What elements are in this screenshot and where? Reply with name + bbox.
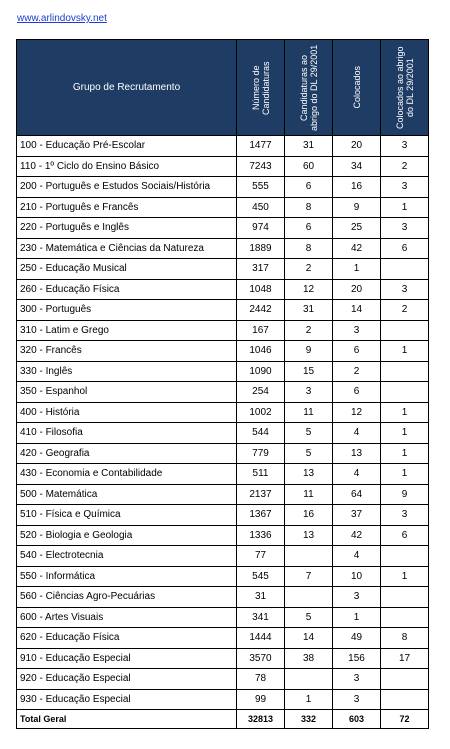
cell-candidates: 1367 xyxy=(237,505,285,526)
cell-candidates-dl: 12 xyxy=(285,279,333,300)
cell-group: 620 - Educação Física xyxy=(17,628,237,649)
cell-placed-dl: 1 xyxy=(381,566,429,587)
cell-candidates: 544 xyxy=(237,423,285,444)
table-row xyxy=(17,587,429,608)
cell-candidates-dl: 16 xyxy=(285,505,333,526)
cell-placed: 49 xyxy=(333,628,381,649)
cell-placed: 1 xyxy=(333,607,381,628)
cell-placed: 13 xyxy=(333,443,381,464)
cell-placed: 3 xyxy=(333,587,381,608)
cell-group: 310 - Latim e Grego xyxy=(17,320,237,341)
table-row xyxy=(17,238,429,259)
cell-placed-dl xyxy=(381,607,429,628)
cell-placed-dl: 8 xyxy=(381,628,429,649)
cell-placed-dl xyxy=(381,669,429,690)
total-candidates-dl: 332 xyxy=(285,710,333,729)
cell-candidates-dl: 5 xyxy=(285,423,333,444)
cell-candidates: 1336 xyxy=(237,525,285,546)
cell-candidates: 2137 xyxy=(237,484,285,505)
cell-placed-dl: 3 xyxy=(381,177,429,198)
total-candidates: 32813 xyxy=(237,710,285,729)
header-placed-dl: Colocados ao abrigo do DL 29/2001 xyxy=(381,40,429,136)
cell-placed-dl: 9 xyxy=(381,484,429,505)
cell-candidates: 1048 xyxy=(237,279,285,300)
cell-group: 400 - História xyxy=(17,402,237,423)
cell-candidates: 341 xyxy=(237,607,285,628)
cell-candidates: 1889 xyxy=(237,238,285,259)
cell-group: 920 - Educação Especial xyxy=(17,669,237,690)
cell-group: 210 - Português e Francês xyxy=(17,197,237,218)
cell-placed: 6 xyxy=(333,382,381,403)
recruitment-table xyxy=(16,39,429,729)
cell-candidates: 545 xyxy=(237,566,285,587)
cell-candidates-dl: 8 xyxy=(285,238,333,259)
table-row xyxy=(17,443,429,464)
cell-placed-dl: 6 xyxy=(381,238,429,259)
cell-candidates-dl xyxy=(285,546,333,567)
cell-placed: 4 xyxy=(333,423,381,444)
cell-candidates: 450 xyxy=(237,197,285,218)
cell-placed-dl: 1 xyxy=(381,197,429,218)
cell-placed: 42 xyxy=(333,525,381,546)
cell-candidates-dl: 14 xyxy=(285,628,333,649)
cell-candidates-dl: 11 xyxy=(285,402,333,423)
cell-group: 930 - Educação Especial xyxy=(17,689,237,710)
cell-placed-dl: 1 xyxy=(381,341,429,362)
total-row xyxy=(17,710,429,729)
table-row xyxy=(17,259,429,280)
table-row xyxy=(17,320,429,341)
cell-placed: 4 xyxy=(333,546,381,567)
cell-placed-dl xyxy=(381,259,429,280)
table-row xyxy=(17,361,429,382)
cell-candidates-dl: 5 xyxy=(285,607,333,628)
total-placed: 603 xyxy=(333,710,381,729)
cell-group: 430 - Economia e Contabilidade xyxy=(17,464,237,485)
cell-candidates: 3570 xyxy=(237,648,285,669)
cell-candidates-dl: 6 xyxy=(285,177,333,198)
cell-group: 600 - Artes Visuais xyxy=(17,607,237,628)
table-row xyxy=(17,689,429,710)
cell-group: 350 - Espanhol xyxy=(17,382,237,403)
cell-candidates: 7243 xyxy=(237,156,285,177)
table-row xyxy=(17,279,429,300)
table-body xyxy=(17,136,429,710)
cell-placed-dl xyxy=(381,361,429,382)
cell-candidates-dl: 6 xyxy=(285,218,333,239)
cell-candidates-dl: 7 xyxy=(285,566,333,587)
table-row xyxy=(17,423,429,444)
table-row xyxy=(17,402,429,423)
cell-candidates: 1046 xyxy=(237,341,285,362)
cell-placed-dl: 3 xyxy=(381,218,429,239)
cell-candidates: 1090 xyxy=(237,361,285,382)
cell-placed: 3 xyxy=(333,669,381,690)
cell-group: 910 - Educação Especial xyxy=(17,648,237,669)
cell-group: 260 - Educação Física xyxy=(17,279,237,300)
cell-group: 420 - Geografia xyxy=(17,443,237,464)
header-candidates: Número de Candidaturas xyxy=(237,40,285,136)
cell-placed: 3 xyxy=(333,320,381,341)
cell-candidates-dl: 1 xyxy=(285,689,333,710)
cell-candidates: 2442 xyxy=(237,300,285,321)
cell-placed: 16 xyxy=(333,177,381,198)
table-row xyxy=(17,566,429,587)
cell-candidates-dl: 2 xyxy=(285,259,333,280)
cell-placed-dl xyxy=(381,689,429,710)
cell-placed: 20 xyxy=(333,136,381,157)
cell-candidates: 254 xyxy=(237,382,285,403)
total-placed-dl: 72 xyxy=(381,710,429,729)
cell-group: 410 - Filosofia xyxy=(17,423,237,444)
cell-placed-dl xyxy=(381,587,429,608)
table-row xyxy=(17,177,429,198)
cell-placed-dl: 6 xyxy=(381,525,429,546)
table-row xyxy=(17,341,429,362)
cell-candidates: 167 xyxy=(237,320,285,341)
cell-placed-dl xyxy=(381,320,429,341)
table-row xyxy=(17,546,429,567)
cell-placed-dl: 3 xyxy=(381,279,429,300)
cell-placed-dl xyxy=(381,382,429,403)
cell-candidates: 511 xyxy=(237,464,285,485)
cell-placed: 4 xyxy=(333,464,381,485)
cell-placed: 6 xyxy=(333,341,381,362)
cell-placed: 10 xyxy=(333,566,381,587)
cell-group: 110 - 1º Ciclo do Ensino Básico xyxy=(17,156,237,177)
cell-placed: 37 xyxy=(333,505,381,526)
cell-group: 300 - Português xyxy=(17,300,237,321)
site-link[interactable]: www.arlindovsky.net xyxy=(17,13,107,24)
cell-candidates-dl: 13 xyxy=(285,464,333,485)
cell-placed: 14 xyxy=(333,300,381,321)
table-row xyxy=(17,300,429,321)
header-row xyxy=(17,40,429,136)
cell-candidates-dl: 2 xyxy=(285,320,333,341)
cell-placed: 64 xyxy=(333,484,381,505)
table-row xyxy=(17,484,429,505)
cell-candidates: 31 xyxy=(237,587,285,608)
cell-candidates-dl: 60 xyxy=(285,156,333,177)
cell-candidates-dl: 8 xyxy=(285,197,333,218)
cell-placed-dl: 1 xyxy=(381,423,429,444)
header-candidates-dl: Candidaturas ao abrigo do DL 29/2001 xyxy=(285,40,333,136)
cell-candidates: 317 xyxy=(237,259,285,280)
cell-group: 330 - Inglês xyxy=(17,361,237,382)
cell-candidates-dl: 13 xyxy=(285,525,333,546)
cell-placed: 9 xyxy=(333,197,381,218)
cell-group: 550 - Informática xyxy=(17,566,237,587)
cell-placed-dl xyxy=(381,546,429,567)
table-row xyxy=(17,136,429,157)
header-placed: Colocados xyxy=(333,40,381,136)
table-row xyxy=(17,648,429,669)
cell-group: 220 - Português e Inglês xyxy=(17,218,237,239)
table-row xyxy=(17,156,429,177)
table-row xyxy=(17,505,429,526)
cell-placed-dl: 3 xyxy=(381,136,429,157)
cell-placed: 34 xyxy=(333,156,381,177)
cell-placed-dl: 1 xyxy=(381,443,429,464)
cell-candidates: 555 xyxy=(237,177,285,198)
cell-placed: 156 xyxy=(333,648,381,669)
table-row xyxy=(17,669,429,690)
cell-placed-dl: 1 xyxy=(381,464,429,485)
header-group: Grupo de Recrutamento xyxy=(17,40,237,136)
cell-candidates: 974 xyxy=(237,218,285,239)
cell-candidates-dl: 9 xyxy=(285,341,333,362)
cell-candidates: 1477 xyxy=(237,136,285,157)
table-row xyxy=(17,218,429,239)
cell-candidates-dl: 31 xyxy=(285,136,333,157)
cell-candidates-dl: 31 xyxy=(285,300,333,321)
cell-candidates-dl: 3 xyxy=(285,382,333,403)
cell-placed: 20 xyxy=(333,279,381,300)
cell-placed: 12 xyxy=(333,402,381,423)
cell-candidates: 1002 xyxy=(237,402,285,423)
cell-placed: 42 xyxy=(333,238,381,259)
table-row xyxy=(17,628,429,649)
cell-placed-dl: 1 xyxy=(381,402,429,423)
table-row xyxy=(17,464,429,485)
cell-candidates: 77 xyxy=(237,546,285,567)
cell-candidates-dl: 5 xyxy=(285,443,333,464)
cell-placed-dl: 3 xyxy=(381,505,429,526)
cell-candidates: 78 xyxy=(237,669,285,690)
cell-candidates: 779 xyxy=(237,443,285,464)
cell-group: 540 - Electrotecnia xyxy=(17,546,237,567)
cell-candidates-dl xyxy=(285,587,333,608)
cell-candidates: 1444 xyxy=(237,628,285,649)
cell-candidates-dl: 11 xyxy=(285,484,333,505)
cell-placed-dl: 2 xyxy=(381,156,429,177)
table-row xyxy=(17,197,429,218)
cell-placed: 25 xyxy=(333,218,381,239)
cell-candidates-dl: 38 xyxy=(285,648,333,669)
table-row xyxy=(17,382,429,403)
cell-placed-dl: 2 xyxy=(381,300,429,321)
cell-group: 230 - Matemática e Ciências da Natureza xyxy=(17,238,237,259)
cell-group: 520 - Biologia e Geologia xyxy=(17,525,237,546)
cell-group: 510 - Física e Química xyxy=(17,505,237,526)
total-label: Total Geral xyxy=(17,710,237,729)
cell-candidates: 99 xyxy=(237,689,285,710)
cell-placed-dl: 17 xyxy=(381,648,429,669)
cell-candidates-dl xyxy=(285,669,333,690)
cell-candidates-dl: 15 xyxy=(285,361,333,382)
cell-group: 200 - Português e Estudos Sociais/História xyxy=(17,177,237,198)
cell-placed: 2 xyxy=(333,361,381,382)
table-row xyxy=(17,607,429,628)
table-row xyxy=(17,525,429,546)
cell-group: 100 - Educação Pré-Escolar xyxy=(17,136,237,157)
cell-placed: 3 xyxy=(333,689,381,710)
cell-group: 500 - Matemática xyxy=(17,484,237,505)
cell-placed: 1 xyxy=(333,259,381,280)
cell-group: 560 - Ciências Agro-Pecuárias xyxy=(17,587,237,608)
cell-group: 250 - Educação Musical xyxy=(17,259,237,280)
cell-group: 320 - Francês xyxy=(17,341,237,362)
